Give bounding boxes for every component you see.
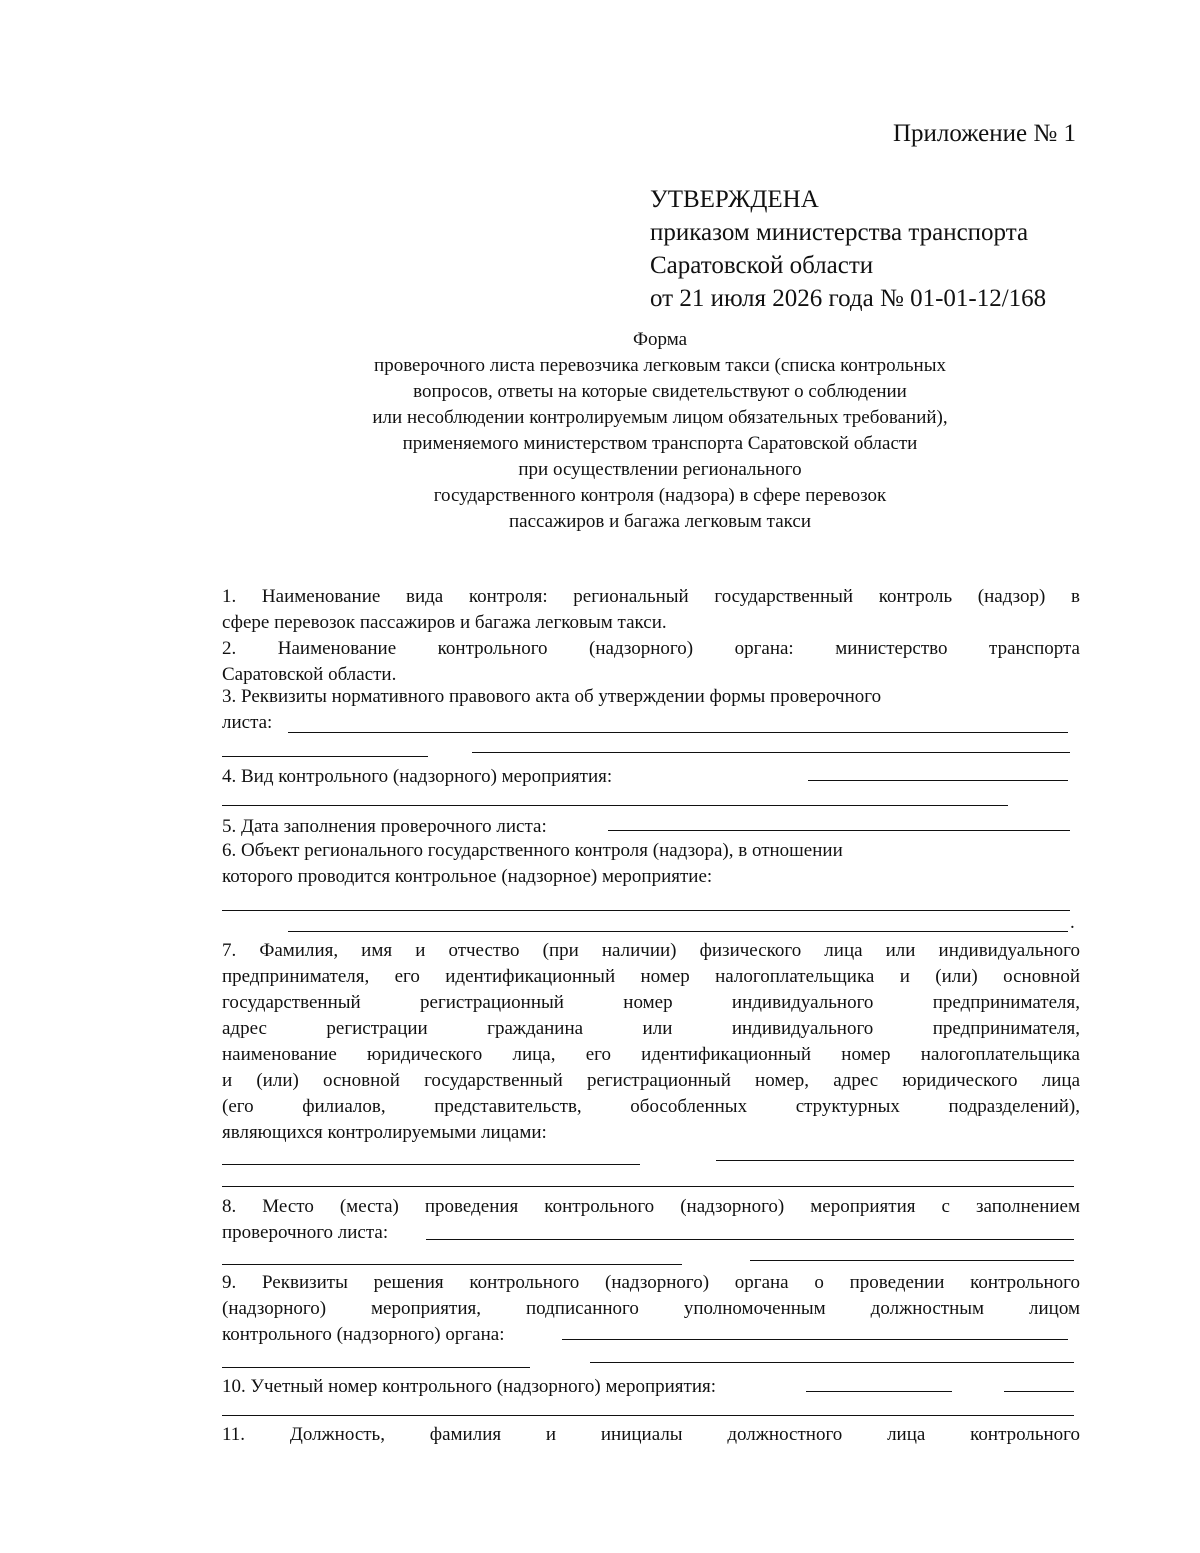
item-11-line: 11. Должность, фамилия и инициалы должностного лица контрольного	[222, 1424, 1080, 1445]
item-7-line: 7. Фамилия, имя и отчество (при наличии) физического лица или индивидуального	[222, 940, 1080, 961]
item-6-line: которого проводится контрольное (надзорное) мероприятие:	[222, 866, 713, 887]
item-7-line: являющихся контролируемыми лицами:	[222, 1122, 547, 1143]
item-8-fill-line[interactable]	[426, 1239, 1074, 1240]
item-9-fill-line[interactable]	[590, 1362, 1074, 1363]
item-6-fill-line[interactable]	[288, 931, 1068, 932]
item-2-line: Саратовской области.	[222, 664, 397, 685]
form-title-line: применяемого министерством транспорта Саратовской области	[402, 433, 918, 454]
item-7-fill-line[interactable]	[222, 1186, 1074, 1187]
approval-block	[650, 183, 1046, 315]
item-5-fill-line[interactable]	[608, 830, 1070, 831]
appendix-label: Приложение № 1	[892, 120, 1076, 147]
item-5	[222, 814, 1080, 840]
approved-line: от 21 июля 2026 года № 01-01-12/168	[650, 285, 1047, 312]
item-3-line: листа:	[222, 712, 273, 733]
item-9-fill-line[interactable]	[562, 1339, 1068, 1340]
approved-line: приказом министерства транспорта	[650, 219, 1029, 246]
item-6	[222, 838, 1080, 890]
item-8-fill-line[interactable]	[750, 1260, 1074, 1261]
form-heading: Форма	[632, 329, 688, 350]
item-8-line: 8. Место (места) проведения контрольного (надзорного) мероприятия с заполнением	[222, 1196, 1080, 1217]
form-title	[300, 327, 1020, 535]
item-7-line: наименование юридического лица, его идентификационный номер налогоплательщика	[222, 1044, 1080, 1065]
item-4-text: 4. Вид контрольного (надзорного) мероприятия:	[222, 766, 613, 787]
item-4-fill-line[interactable]	[222, 805, 1008, 806]
item-3-fill-line[interactable]	[288, 732, 1068, 733]
item-7-fill-line[interactable]	[716, 1160, 1074, 1161]
item-7-line: и (или) основной государственный регистрационный номер, адрес юридического лица	[222, 1070, 1080, 1091]
item-3	[222, 684, 1080, 736]
item-7	[222, 938, 1080, 1146]
approved-title: УТВЕРЖДЕНА	[650, 186, 819, 213]
item-8-line: проверочного листа:	[222, 1222, 389, 1243]
item-6-end-mark: .	[1070, 912, 1075, 933]
item-7-line: предпринимателя, его идентификационный номер налогоплательщика и (или) основной	[222, 966, 1080, 987]
form-title-line: вопросов, ответы на которые свидетельствуют о соблюдении	[413, 381, 907, 402]
item-7-line: государственный регистрационный номер индивидуального предпринимателя,	[222, 992, 1080, 1013]
item-3-fill-line[interactable]	[222, 756, 428, 757]
item-10-fill-line[interactable]	[1004, 1391, 1074, 1392]
item-10-fill-line[interactable]	[806, 1391, 952, 1392]
item-3-line: 3. Реквизиты нормативного правового акта об утверждении формы проверочного	[222, 686, 882, 707]
item-1-line: 1. Наименование вида контроля: региональный государственный контроль (надзор) в	[222, 586, 1080, 607]
form-title-line: пассажиров и багажа легковым такси	[508, 511, 811, 532]
item-9-line: 9. Реквизиты решения контрольного (надзорного) органа о проведении контрольного	[222, 1272, 1080, 1293]
item-6-fill-line[interactable]	[222, 910, 1070, 911]
item-7-line: адрес регистрации гражданина или индивидуального предпринимателя,	[222, 1018, 1080, 1039]
item-1	[222, 584, 1080, 636]
item-8-fill-line[interactable]	[222, 1264, 682, 1265]
item-3-fill-line[interactable]	[472, 752, 1070, 753]
item-7-fill-line[interactable]	[222, 1164, 640, 1165]
item-10-text: 10. Учетный номер контрольного (надзорного) мероприятия:	[222, 1376, 717, 1397]
form-title-line: проверочного листа перевозчика легковым такси (списка контрольных	[374, 355, 946, 376]
item-10-fill-line[interactable]	[222, 1415, 1074, 1416]
item-5-text: 5. Дата заполнения проверочного листа:	[222, 816, 547, 837]
form-title-line: государственного контроля (надзора) в сфере перевозок	[433, 485, 887, 506]
item-1-line: сфере перевозок пассажиров и багажа легковым такси.	[222, 612, 667, 633]
item-9	[222, 1270, 1080, 1348]
item-6-line: 6. Объект регионального государственного контроля (надзора), в отношении	[222, 840, 843, 861]
item-10	[222, 1374, 1080, 1400]
item-7-line: (его филиалов, представительств, обособленных структурных подразделений),	[222, 1096, 1080, 1117]
item-9-fill-line[interactable]	[222, 1367, 530, 1368]
item-4-fill-line[interactable]	[808, 780, 1068, 781]
approved-line: Саратовской области	[650, 252, 874, 279]
item-11	[222, 1422, 1080, 1448]
item-4	[222, 764, 1080, 790]
item-9-line: контрольного (надзорного) органа:	[222, 1324, 505, 1345]
form-title-line: или несоблюдении контролируемым лицом обязательных требований),	[372, 407, 948, 428]
item-2-line: 2. Наименование контрольного (надзорного) органа: министерство транспорта	[222, 638, 1080, 659]
item-9-line: (надзорного) мероприятия, подписанного уполномоченным должностным лицом	[222, 1298, 1080, 1319]
item-2	[222, 636, 1080, 688]
form-title-line: при осуществлении регионального	[518, 459, 802, 480]
